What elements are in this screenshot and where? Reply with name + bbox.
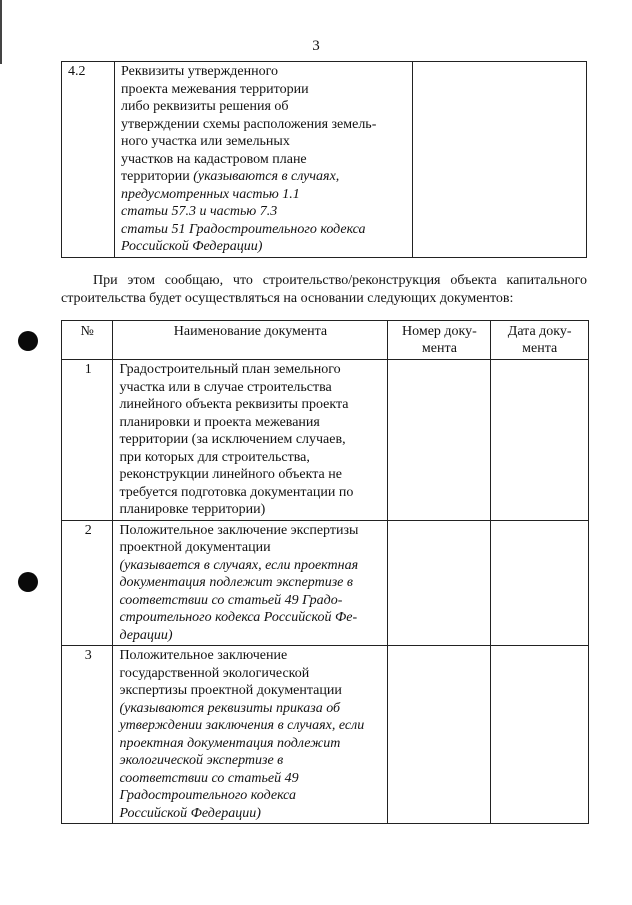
document-name: Положительное заключение государственной экологической экспертизы проектной документации (указываются реквизиты приказа об утверждении заключения в случаях, если проектная документация подлежит экологической экспертизе в соответствии со статьей 49 Градостроительного кодекса Российской Федерации) — [113, 646, 388, 824]
document-number — [388, 360, 491, 521]
row-number: 3 — [62, 646, 113, 824]
requisites-table — [61, 61, 587, 258]
row-number: 1 — [62, 360, 113, 521]
row-description: Реквизиты утвержденного проекта межевания территории либо реквизиты решения об утверждении схемы расположения земель- ного участка или земельных участков на кадастровом плане территории (указываются в случаях, предусмотренных частью 1.1 статьи 57.3 и частью 7.3 статьи 51 Градостроительного кодекса Российской Федерации) — [115, 62, 413, 258]
table-row — [62, 62, 587, 258]
document-name: Градостроительный план земельного участка или в случае строительства линейного объекта реквизиты проекта планировки и проекта межевания территории (за исключением случаев, при которых для строительства, реконструкции линейного объекта не требуется подготовка документации по планировке территории) — [113, 360, 388, 521]
intro-paragraph: При этом сообщаю, что строительство/реконструкция объекта капитального строительства будет осуществляться на основании следующих документов: — [61, 273, 587, 306]
row-number: 2 — [62, 520, 113, 646]
documents-table-body — [62, 360, 589, 824]
header-no: № — [62, 321, 113, 360]
table-header-row — [62, 321, 589, 360]
header-doc-date: Дата доку- мента — [491, 321, 589, 360]
row-number: 4.2 — [62, 62, 115, 258]
document-name: Положительное заключение экспертизы проектной документации (указывается в случаях, если проектная документация подлежит экспертизе в соответствии со статьей 49 Градо- строительного кодекса Российской Фе- дерации) — [113, 520, 388, 646]
row-value — [413, 62, 587, 258]
table-row — [62, 646, 589, 824]
table-row — [62, 520, 589, 646]
table-row — [62, 360, 589, 521]
documents-table — [61, 320, 589, 824]
document-number — [388, 646, 491, 824]
punch-hole — [18, 331, 38, 351]
header-doc-number: Номер доку- мента — [388, 321, 491, 360]
header-name: Наименование документа — [113, 321, 388, 360]
document-date — [491, 520, 589, 646]
document-number — [388, 520, 491, 646]
document-date — [491, 360, 589, 521]
punch-hole — [18, 572, 38, 592]
document-date — [491, 646, 589, 824]
page-number: 3 — [312, 38, 320, 54]
